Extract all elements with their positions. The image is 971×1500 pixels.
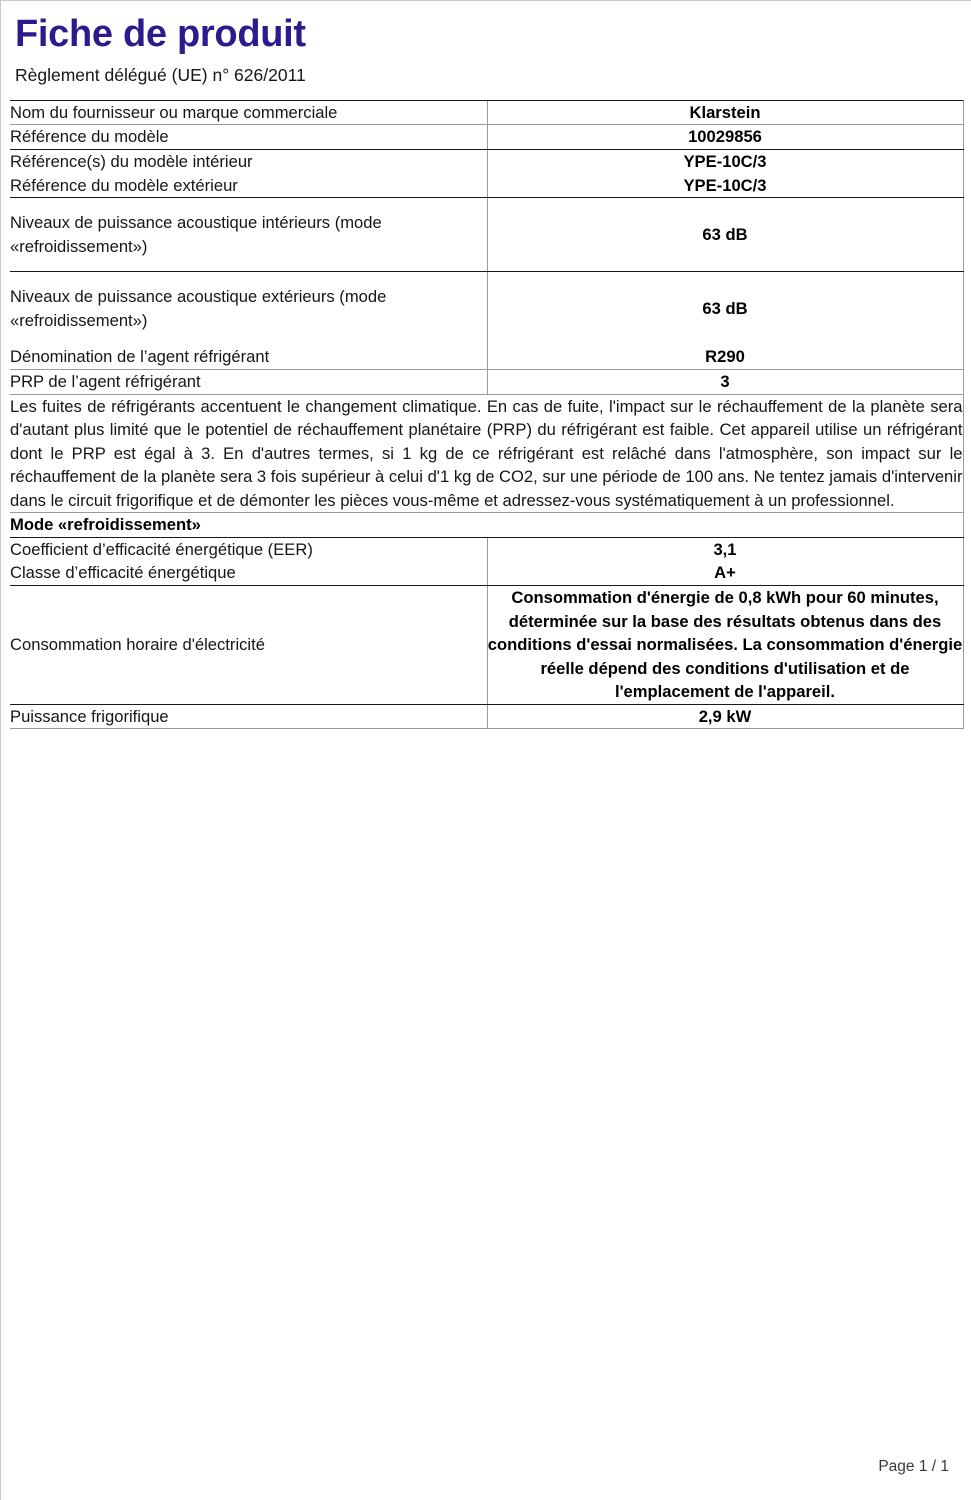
spec-value: Klarstein — [487, 100, 963, 125]
spec-value: 63 dB — [487, 272, 963, 346]
spec-label: Coefficient d’efficacité énergétique (EER) — [10, 539, 313, 559]
spec-value: YPE-10C/3 — [487, 174, 963, 198]
spec-value: 10029856 — [487, 125, 963, 150]
page-indicator: Page 1 / 1 — [878, 1458, 949, 1475]
spec-label: Nom du fournisseur ou marque commerciale — [10, 100, 487, 125]
spec-label: Niveaux de puissance acoustique extérieurs (mode «refroidissement») — [10, 287, 387, 330]
spec-label: Classe d’efficacité énergétique — [10, 561, 487, 585]
product-spec-table — [10, 100, 964, 730]
spec-label: Référence du modèle extérieur — [10, 174, 487, 198]
spec-label: Puissance frigorifique — [10, 704, 487, 729]
table-row — [10, 537, 963, 561]
spec-value: R290 — [487, 345, 963, 369]
spec-value: 3 — [487, 369, 963, 394]
spec-value: 63 dB — [487, 198, 963, 272]
spec-label: Référence du modèle — [10, 125, 487, 150]
spec-label: Référence(s) du modèle intérieur — [10, 152, 253, 172]
table-row — [10, 561, 963, 585]
regulation-subtitle: Règlement délégué (UE) n° 626/2011 — [15, 64, 306, 85]
spec-value: YPE-10C/3 — [487, 150, 963, 174]
table-row — [10, 345, 963, 369]
table-row — [10, 150, 963, 174]
table-row — [10, 174, 963, 198]
table-row — [10, 100, 963, 125]
table-row — [10, 704, 963, 729]
table-row — [10, 272, 963, 346]
spec-label: PRP de l’agent réfrigérant — [10, 369, 487, 394]
table-row — [10, 369, 963, 394]
table-row — [10, 198, 963, 272]
table-row-section-heading — [10, 513, 963, 538]
table-row-consumption — [10, 586, 963, 705]
section-heading-cooling-mode: Mode «refroidissement» — [10, 513, 963, 538]
spec-value: 3,1 — [487, 537, 963, 561]
table-row — [10, 125, 963, 150]
table-row-note — [10, 394, 963, 513]
page-title: Fiche de produit — [15, 13, 306, 55]
spec-value: 2,9 kW — [487, 704, 963, 729]
spec-value: A+ — [487, 561, 963, 585]
spec-label: Dénomination de l’agent réfrigérant — [10, 345, 487, 369]
spec-label: Niveaux de puissance acoustique intérieurs (mode «refroidissement») — [10, 198, 487, 272]
consumption-value: Consommation d'énergie de 0,8 kWh pour 60 minutes, déterminée sur la base des résultats obtenus dans des conditions d'essai normalisées. La consommation d'énergie réelle dépend des conditions d'utilisation et de l'emplacement de l'appareil. — [487, 586, 963, 705]
consumption-label: Consommation horaire d'électricité — [10, 586, 487, 705]
refrigerant-note-text: Les fuites de réfrigérants accentuent le changement climatique. En cas de fuite, l'impact sur le réchauffement de la planète sera d'autant plus limité que le potentiel de réchauffement planétaire (PRP) du réfrigérant est faible. Cet appareil utilise un réfrigérant dont le PRP est égal à 3. En d'autres termes, si 1 kg de ce réfrigérant est relâché dans l'atmosphère, son impact sur le réchauffement de la planète sera 3 fois supérieur à celui d'1 kg de CO2, sur une période de 100 ans. Ne tentez jamais d'intervenir dans le circuit frigorifique et de démonter les pièces vous-même et adressez-vous systématiquement à un professionnel. — [10, 394, 963, 513]
page-content — [1, 1, 971, 729]
